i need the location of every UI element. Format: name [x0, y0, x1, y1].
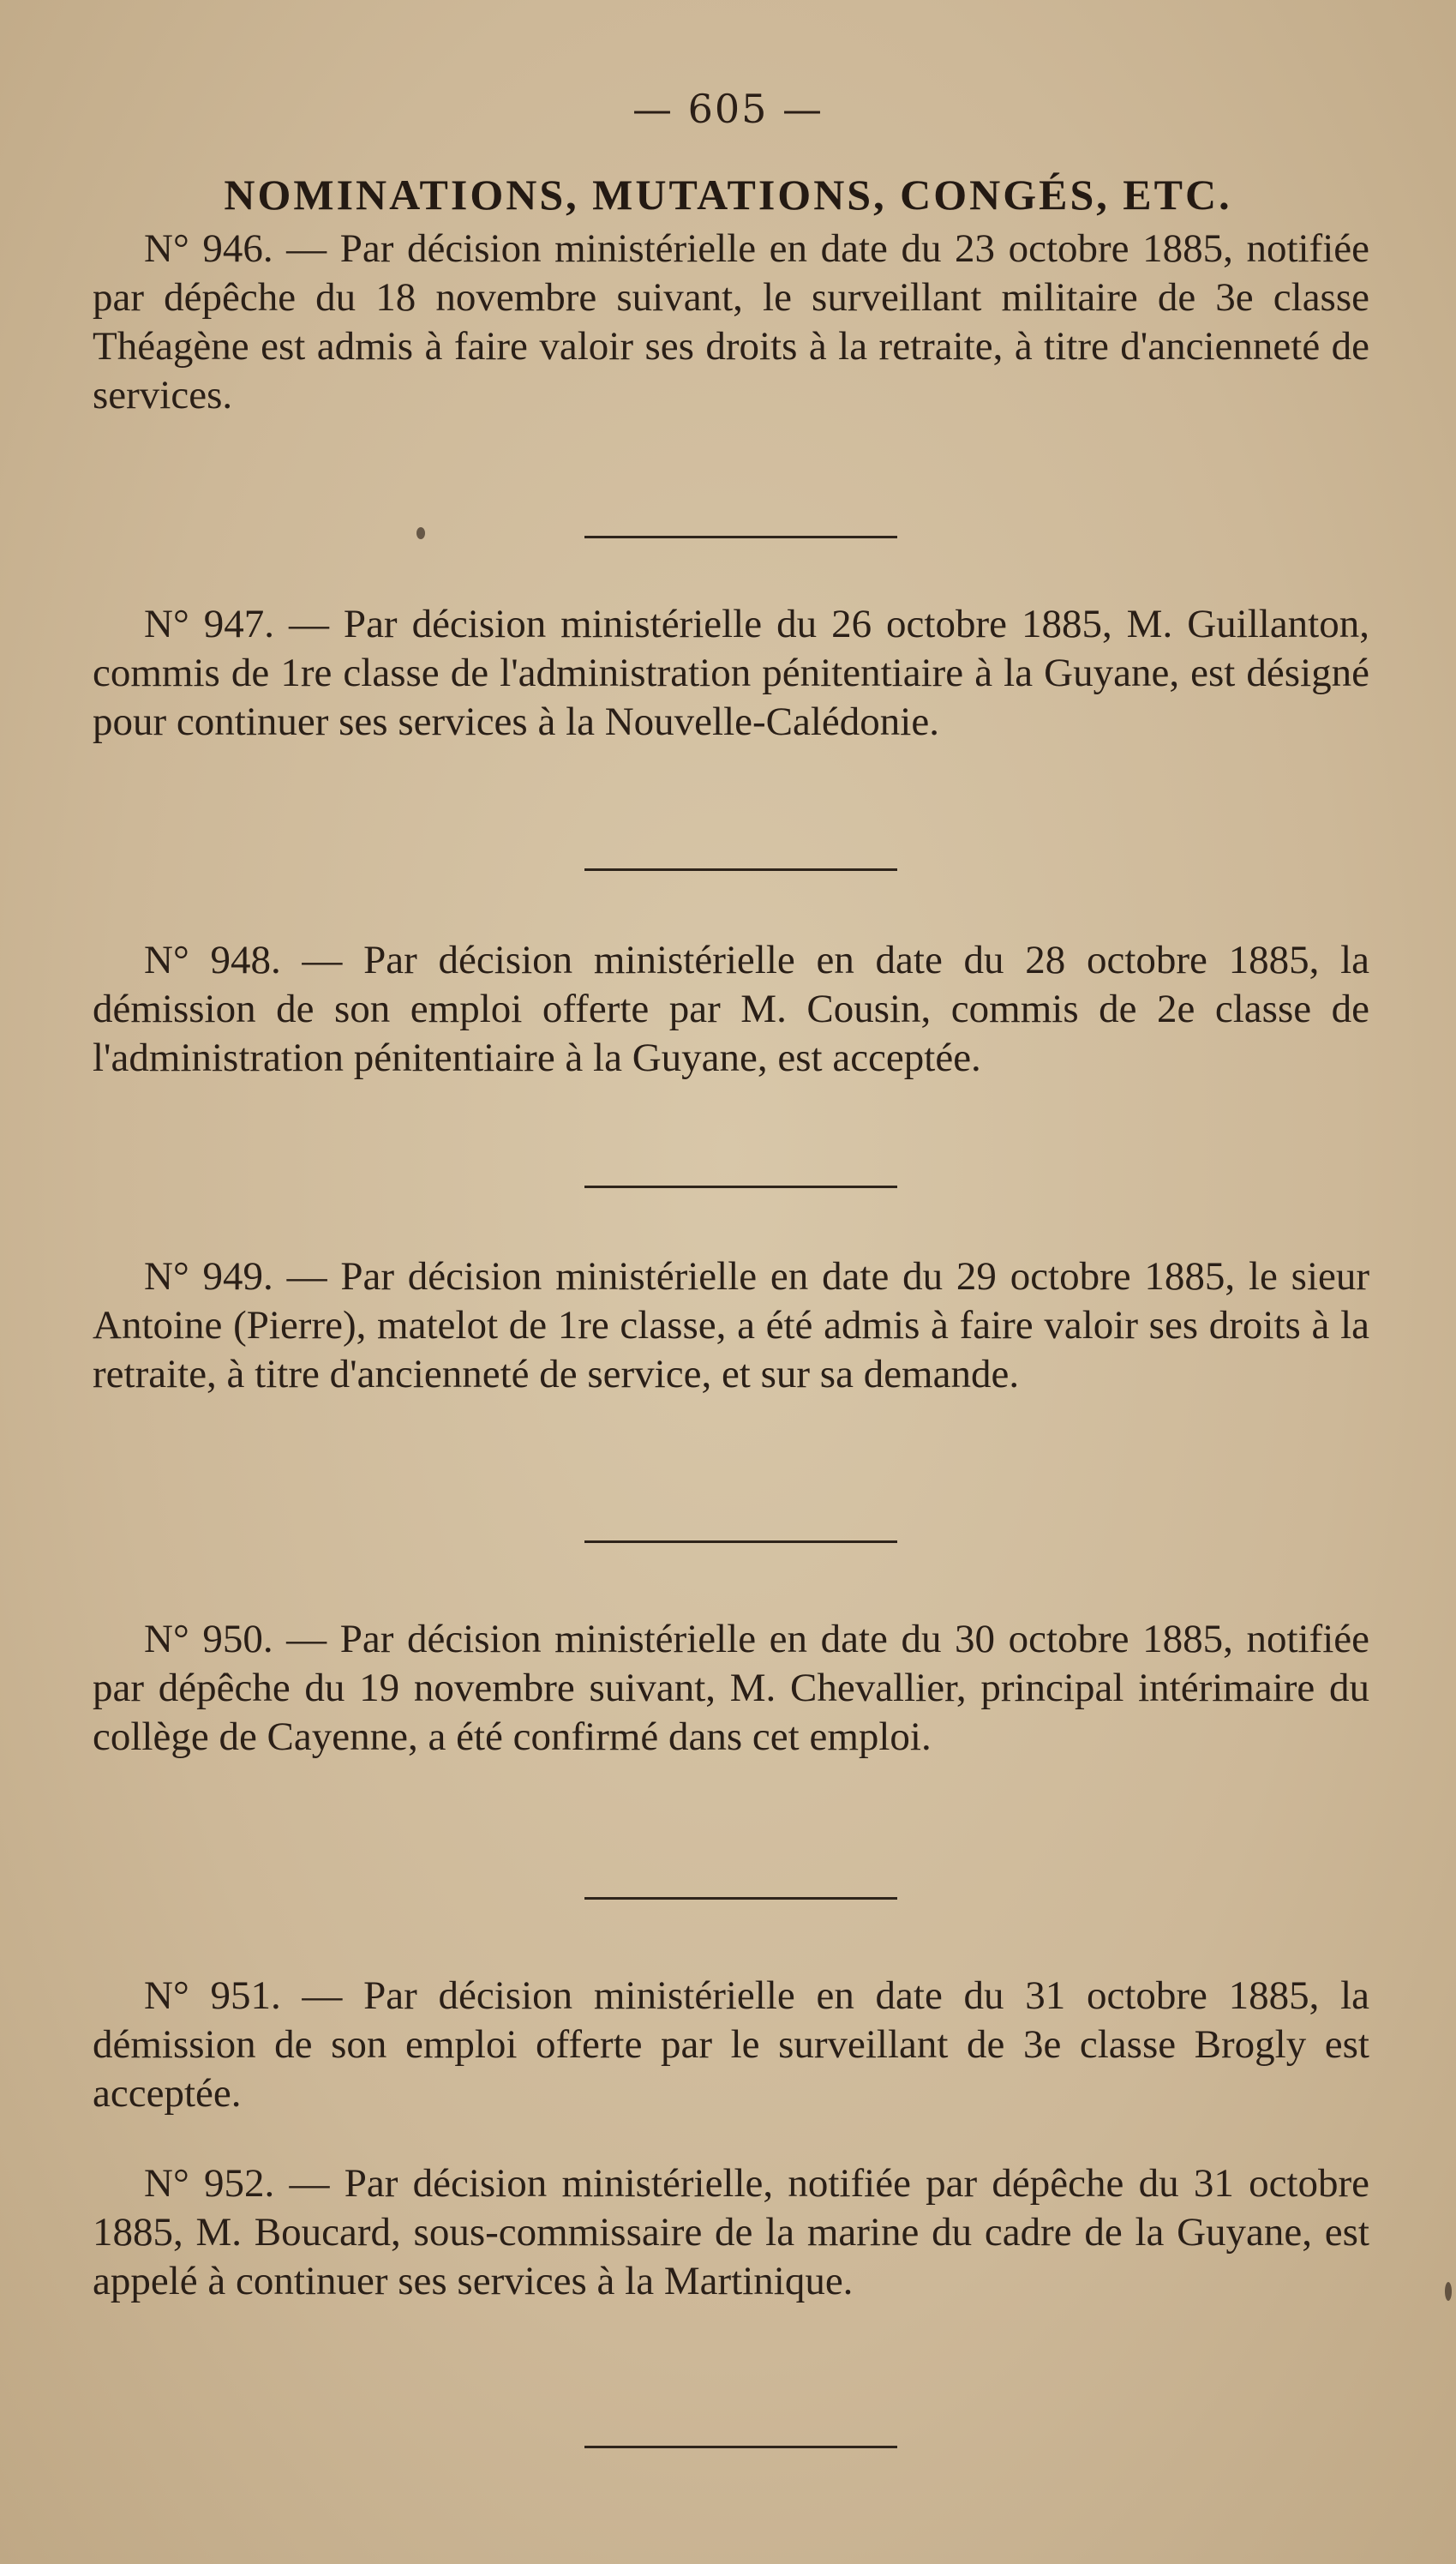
entry-948 — [93, 936, 1369, 1083]
entry-949 — [93, 1252, 1369, 1399]
entry-number: N° 951. — [144, 1973, 281, 2018]
section-heading: NOMINATIONS, MUTATIONS, CONGÉS, ETC. — [224, 171, 1232, 219]
entry-number: N° 949. — [144, 1254, 273, 1299]
entry-text: — Par décision ministérielle en date du 31 octobre 1885, la démission de son emploi offerte par le surveillant de 3e classe Brogly est acceptée. — [93, 1973, 1369, 2116]
page-number: — 605 — — [632, 86, 824, 132]
separator-rule — [584, 536, 897, 538]
entry-text: — Par décision ministérielle en date du 29 octobre 1885, le sieur Antoine (Pierre), matelot de 1re classe, a été admis à faire valoir ses droits à la retraite, à titre d'ancienneté de service, et sur sa demande. — [93, 1254, 1370, 1396]
separator-rule — [584, 1540, 897, 1543]
entry-text: — Par décision ministérielle en date du 23 octobre 1885, notifiée par dépêche du 18 novembre suivant, le surveillant militaire de 3e classe Théagène est admis à faire valoir ses droits à la retraite, à titre d'ancienneté de services. — [93, 226, 1369, 417]
separator-rule — [584, 1186, 897, 1188]
entry-number: N° 948. — [144, 938, 281, 982]
entry-number: N° 952. — [144, 2161, 275, 2206]
entry-number: N° 946. — [144, 226, 273, 271]
entry-text: — Par décision ministérielle du 26 octobre 1885, M. Guillanton, commis de 1re classe de l'administration pénitentiaire à la Guyane, est désigné pour continuer ses services à la Nouvelle-Calédonie. — [93, 602, 1369, 744]
entry-number: N° 950. — [144, 1617, 273, 1661]
separator-rule — [584, 2446, 897, 2448]
entry-947 — [93, 600, 1369, 747]
entry-number: N° 947. — [144, 602, 274, 646]
entry-951 — [93, 1972, 1369, 2118]
ink-speck — [1445, 2282, 1452, 2301]
entry-text: — Par décision ministérielle en date du 28 octobre 1885, la démission de son emploi offerte par M. Cousin, commis de 2e classe de l'administration pénitentiaire à la Guyane, est acceptée. — [93, 938, 1369, 1080]
ink-speck — [416, 527, 425, 539]
entry-946 — [93, 225, 1369, 420]
separator-rule — [584, 1897, 897, 1900]
separator-rule — [584, 868, 897, 871]
entry-text: — Par décision ministérielle, notifiée par dépêche du 31 octobre 1885, M. Boucard, sous-commissaire de la marine du cadre de la Guyane, est appelé à continuer ses services à la Martinique. — [93, 2161, 1370, 2303]
entry-text: — Par décision ministérielle en date du 30 octobre 1885, notifiée par dépêche du 19 novembre suivant, M. Chevallier, principal intérimaire du collège de Cayenne, a été confirmé dans cet emploi. — [93, 1617, 1369, 1759]
entry-952 — [93, 2159, 1369, 2306]
entry-950 — [93, 1615, 1369, 1762]
